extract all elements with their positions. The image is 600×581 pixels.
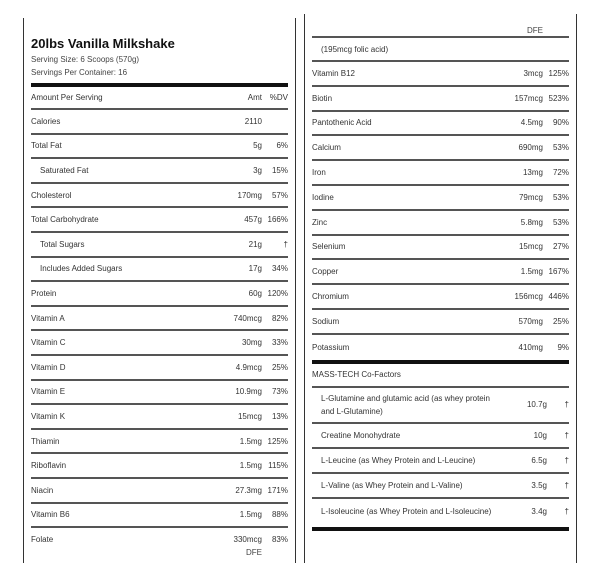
nutrient-name: Total Sugars <box>40 239 85 249</box>
nutrient-amt: 1.5mg <box>239 461 262 471</box>
cofactor-list <box>312 388 569 524</box>
nutrient-row <box>31 331 288 356</box>
nutrient-amt: 10.9mg <box>235 387 262 397</box>
nutrient-amt: 2110 <box>244 116 262 126</box>
nutrient-dv: 115% <box>268 461 288 471</box>
cofactor-name: L-Glutamine and glutamic acid (as whey protein and L-Glutamine) <box>321 393 490 416</box>
dfe-continuation <box>312 14 569 36</box>
nutrient-row <box>31 381 288 406</box>
nutrient-dv: 53% <box>552 143 569 153</box>
folate-unit: DFE <box>246 548 262 558</box>
nutrient-amt: 17g <box>248 264 262 274</box>
cofactor-dv: † <box>564 455 569 465</box>
nutrient-row <box>312 161 569 186</box>
nutrient-dv: 523% <box>548 93 569 103</box>
nutrient-dv: 120% <box>267 288 288 298</box>
nutrient-amt: 1.5mg <box>239 510 262 520</box>
serving-size: Serving Size: 6 Scoops (570g) <box>31 55 140 64</box>
nutrient-dv: 125% <box>267 436 288 446</box>
nutrient-name: Pantothenic Acid <box>312 118 372 128</box>
nutrient-row <box>312 236 569 261</box>
cofactor-title: MASS-TECH Co-Factors <box>312 370 401 380</box>
nutrient-row <box>312 211 569 236</box>
dfe-label: DFE <box>527 26 543 35</box>
nutrient-name: Chromium <box>312 292 349 302</box>
nutrient-row <box>312 62 569 87</box>
nutrient-name: Calcium <box>312 143 341 153</box>
cofactor-amt: 10g <box>533 430 547 440</box>
nutrient-row <box>31 430 288 455</box>
nutrient-row <box>312 186 569 211</box>
nutrient-row <box>312 285 569 310</box>
cofactor-name: Creatine Monohydrate <box>321 430 401 440</box>
cofactor-row <box>312 449 569 474</box>
nutrient-name: Folate <box>31 535 54 545</box>
nutrient-name: Total Carbohydrate <box>31 215 99 225</box>
nutrient-name: Copper <box>312 267 339 277</box>
nutrient-dv: 82% <box>271 313 288 323</box>
nutrient-amt: 5.8mg <box>520 217 543 227</box>
nutrient-amt: 13mg <box>522 168 543 178</box>
nutrient-dv: 13% <box>271 411 288 421</box>
nutrient-row <box>312 136 569 161</box>
nutrient-amt: 330mcg <box>233 535 262 545</box>
dv-header: %DV <box>269 93 288 102</box>
nutrition-panel-left <box>23 18 296 563</box>
nutrient-row <box>31 135 288 160</box>
nutrient-row <box>312 260 569 285</box>
nutrient-list <box>31 110 288 557</box>
nutrient-name: Riboflavin <box>31 461 67 471</box>
cofactor-amt: 3.5g <box>531 480 547 490</box>
nutrient-name: Niacin <box>31 485 54 495</box>
nutrient-dv: 88% <box>271 510 288 520</box>
nutrient-name: Calories <box>31 116 61 126</box>
cofactor-name: L-Isoleucine (as Whey Protein and L-Isoleucine) <box>321 506 492 516</box>
nutrient-dv: 73% <box>271 387 288 397</box>
nutrient-amt: 410mg <box>518 342 543 352</box>
nutrient-amt: 15mcg <box>518 242 543 252</box>
nutrient-amt: 157mcg <box>514 93 543 103</box>
nutrient-row <box>312 310 569 335</box>
nutrient-dv: 9% <box>557 342 569 352</box>
nutrient-row <box>31 504 288 529</box>
nutrient-amt: 690mg <box>518 143 543 153</box>
nutrient-name: Sodium <box>312 316 340 326</box>
nutrient-dv: 166% <box>267 215 288 225</box>
nutrient-name: Protein <box>31 288 57 298</box>
nutrient-row <box>31 159 288 184</box>
nutrient-row <box>31 110 288 135</box>
nutrient-dv: 15% <box>271 165 288 175</box>
nutrient-amt: 79mcg <box>518 192 543 202</box>
nutrient-dv: 57% <box>271 190 288 200</box>
nutrient-amt: 1.5mg <box>239 436 262 446</box>
nutrient-dv: 167% <box>548 267 569 277</box>
cofactor-row <box>312 499 569 524</box>
nutrient-row <box>31 405 288 430</box>
cofactor-name: L-Valine (as Whey Protein and L-Valine) <box>321 480 463 490</box>
amt-header: Amt <box>247 93 262 102</box>
nutrient-name: Vitamin D <box>31 362 66 372</box>
folic-acid-note: (195mcg folic acid) <box>321 44 389 54</box>
cofactor-dv: † <box>564 480 569 490</box>
nutrient-amt: 15mcg <box>237 411 262 421</box>
cofactor-row <box>312 424 569 449</box>
nutrient-dv: 33% <box>271 338 288 348</box>
nutrient-dv: 171% <box>267 485 288 495</box>
nutrient-name: Iodine <box>312 192 334 202</box>
nutrient-name: Zinc <box>312 217 328 227</box>
bottom-divider <box>312 527 569 531</box>
nutrient-name: Vitamin B6 <box>31 510 70 520</box>
cofactor-row <box>312 388 569 424</box>
nutrient-dv: 53% <box>552 192 569 202</box>
mineral-list <box>312 62 569 360</box>
cofactor-dv: † <box>564 430 569 440</box>
nutrient-row <box>31 307 288 332</box>
nutrient-amt: 21g <box>248 239 262 249</box>
nutrient-dv: 53% <box>552 217 569 227</box>
nutrient-row <box>312 87 569 112</box>
nutrient-name: Vitamin B12 <box>312 68 355 78</box>
nutrient-name: Thiamin <box>31 436 60 446</box>
nutrient-amt: 740mcg <box>233 313 262 323</box>
nutrient-name: Biotin <box>312 93 333 103</box>
nutrient-row <box>312 112 569 137</box>
nutrient-amt: 4.9mcg <box>235 362 262 372</box>
nutrient-dv: 6% <box>276 141 288 151</box>
nutrient-amt: 27.3mg <box>235 485 262 495</box>
nutrient-name: Total Fat <box>31 141 62 151</box>
nutrient-amt: 4.5mg <box>520 118 543 128</box>
product-title: 20lbs Vanilla Milkshake <box>31 36 175 51</box>
nutrient-amt: 156mcg <box>514 292 543 302</box>
nutrient-name: Vitamin C <box>31 338 66 348</box>
cofactor-amt: 6.5g <box>531 455 547 465</box>
nutrient-row <box>31 208 288 233</box>
amount-header-row <box>31 87 288 110</box>
nutrient-amt: 570mg <box>518 316 543 326</box>
nutrient-dv: 72% <box>552 168 569 178</box>
nutrient-amt: 5g <box>253 141 262 151</box>
nutrient-dv: 25% <box>271 362 288 372</box>
nutrient-amt: 457g <box>244 215 262 225</box>
nutrient-name: Selenium <box>312 242 346 252</box>
nutrient-dv: 125% <box>548 68 569 78</box>
cofactor-row <box>312 474 569 499</box>
nutrient-amt: 3g <box>253 165 262 175</box>
nutrient-name: Iron <box>312 168 326 178</box>
cofactor-title-row <box>312 364 569 388</box>
nutrition-panel-right <box>304 14 577 563</box>
nutrient-row <box>31 233 288 258</box>
nutrient-amt: 30mg <box>241 338 262 348</box>
nutrient-name: Saturated Fat <box>40 165 89 175</box>
nutrient-name: Cholesterol <box>31 190 72 200</box>
nutrient-dv: 27% <box>552 242 569 252</box>
nutrient-row <box>31 356 288 381</box>
nutrient-row <box>31 258 288 283</box>
nutrient-row <box>31 479 288 504</box>
nutrient-name: Vitamin A <box>31 313 65 323</box>
nutrient-row <box>312 335 569 360</box>
nutrient-name: Vitamin E <box>31 387 66 397</box>
cofactor-amt: 10.7g <box>526 400 547 410</box>
nutrient-name: Vitamin K <box>31 411 66 421</box>
folic-acid-row <box>312 36 569 62</box>
servings-per-container: Servings Per Container: 16 <box>31 68 128 77</box>
nutrient-row <box>31 282 288 307</box>
nutrient-dv: 25% <box>552 316 569 326</box>
nutrient-name: Includes Added Sugars <box>40 264 123 274</box>
nutrient-row <box>31 184 288 209</box>
nutrient-amt: 3mcg <box>523 68 543 78</box>
cofactor-amt: 3.4g <box>531 506 547 516</box>
nutrient-dv: 446% <box>548 292 569 302</box>
cofactor-dv: † <box>564 400 569 410</box>
nutrient-dv: 83% <box>271 535 288 545</box>
nutrient-dv: 34% <box>271 264 288 274</box>
cofactor-dv: † <box>564 506 569 516</box>
nutrient-amt: 60g <box>248 288 262 298</box>
nutrient-amt: 170mg <box>237 190 262 200</box>
nutrient-row <box>31 454 288 479</box>
nutrient-name: Potassium <box>312 342 350 352</box>
nutrient-amt: 1.5mg <box>520 267 543 277</box>
nutrient-dv: 90% <box>552 118 569 128</box>
nutrient-dv: † <box>283 239 288 249</box>
cofactor-name: L-Leucine (as Whey Protein and L-Leucine) <box>321 455 476 465</box>
amount-per-serving-label: Amount Per Serving <box>31 93 103 102</box>
